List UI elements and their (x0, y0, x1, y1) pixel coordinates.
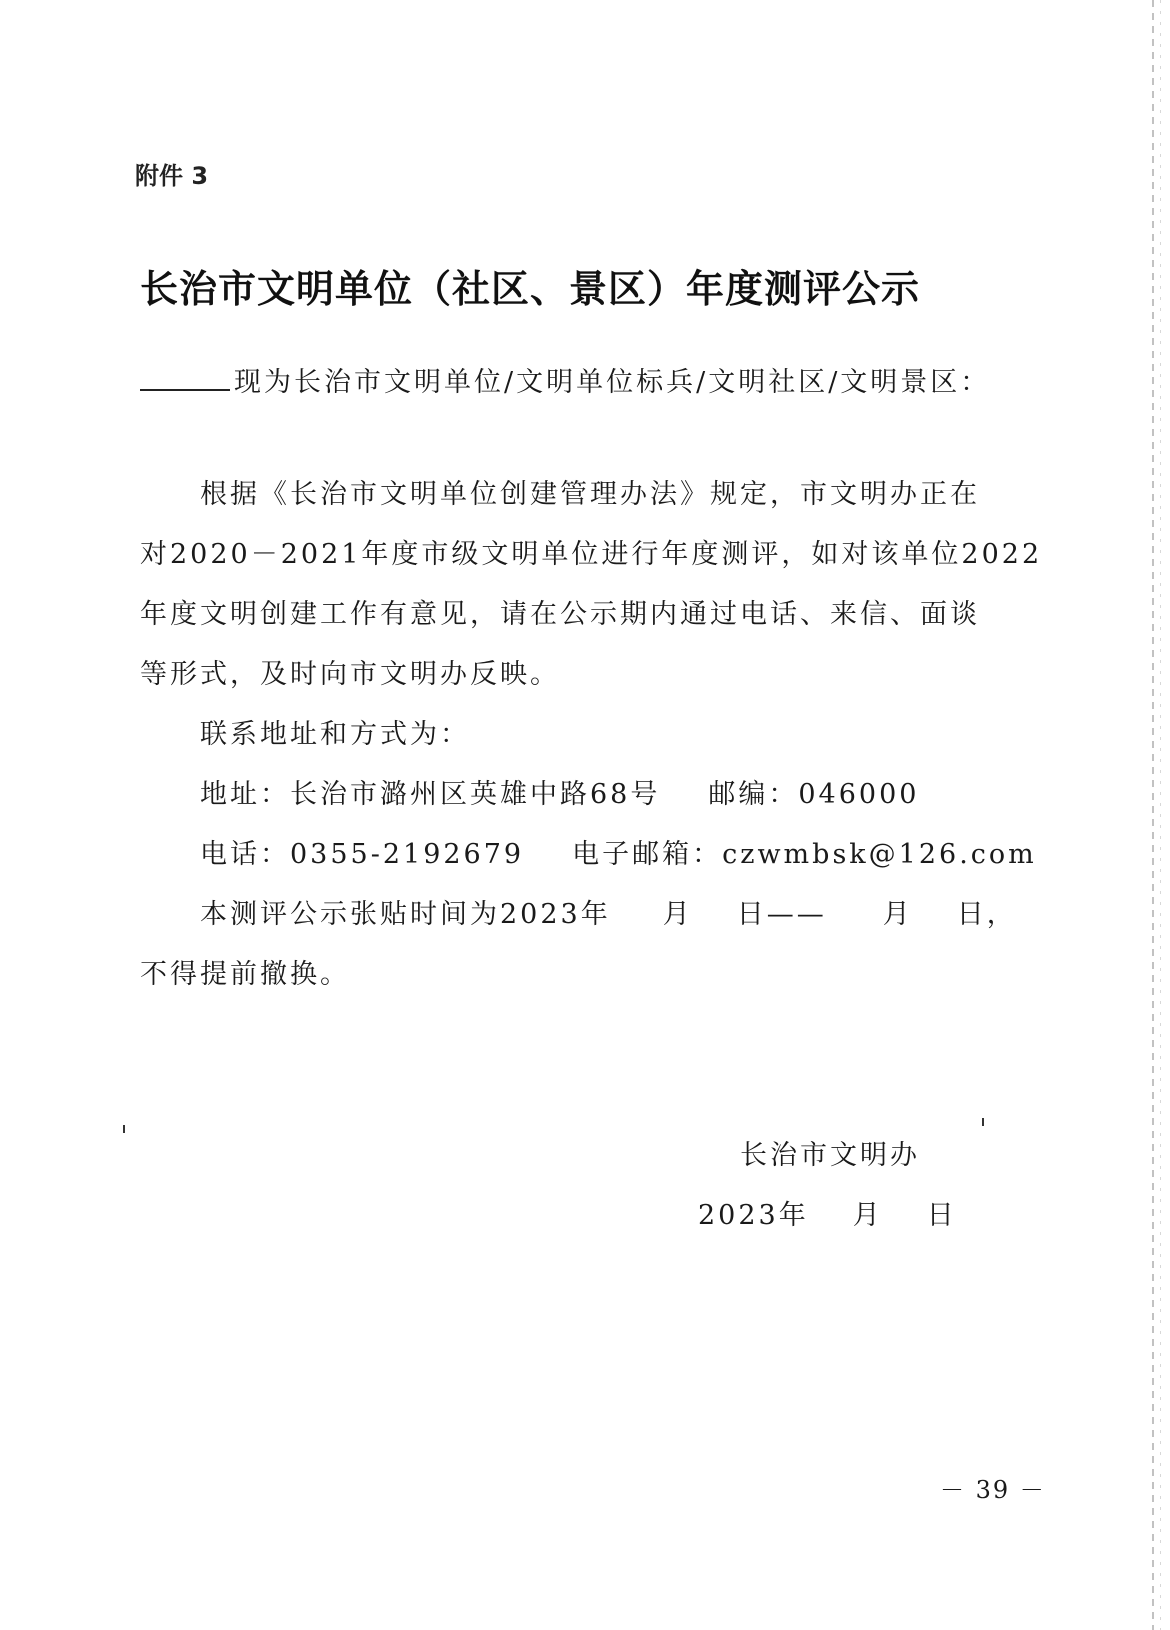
body-line: 等形式，及时向市文明办反映。 (140, 659, 560, 690)
signature-year: 2023年 (698, 1200, 809, 1231)
body-line: 对2020－2021年度市级文明单位进行年度测评，如对该单位2022 (140, 539, 1043, 570)
intro-text: 现为长治市文明单位/文明单位标兵/文明社区/文明景区： (234, 367, 991, 398)
contact-heading: 联系地址和方式为： (200, 719, 470, 750)
unit-name-blank (140, 365, 230, 391)
email-value: czwmbsk@126.com (722, 839, 1037, 870)
posting-note: 不得提前撤换。 (140, 959, 350, 990)
scan-speck (982, 1118, 984, 1126)
posting-prefix: 本测评公示张贴时间为2023年 (200, 899, 611, 930)
scan-edge-line (1152, 0, 1154, 1630)
postcode-value: 046000 (798, 779, 920, 810)
body-line: 年度文明创建工作有意见，请在公示期内通过电话、来信、面谈 (140, 599, 980, 630)
document-title: 长治市文明单位（社区、景区）年度测评公示 (140, 266, 921, 311)
phone-line (200, 832, 1037, 871)
signature-org: 长治市文明办 (740, 1140, 920, 1171)
posting-month-end: 月 (882, 899, 913, 930)
email-label: 电子邮箱： (572, 839, 723, 870)
phone-value: 0355-2192679 (290, 839, 525, 870)
scan-speck (123, 1125, 125, 1133)
signature-day: 日 (926, 1200, 957, 1231)
scan-edge-line (1160, 0, 1161, 1630)
address-line (200, 772, 919, 811)
posting-day-start: 日—— (736, 899, 827, 930)
attachment-label: 附件 3 (135, 162, 209, 190)
page-number: － 39 － (940, 1476, 1046, 1504)
signature-month: 月 (852, 1200, 883, 1231)
phone-label: 电话： (200, 839, 290, 870)
address-value: 长治市潞州区英雄中路68号 (290, 779, 661, 810)
address-label: 地址： (200, 779, 290, 810)
postcode-label: 邮编： (708, 779, 799, 810)
posting-period-line (200, 892, 1017, 931)
posting-month-start: 月 (662, 899, 693, 930)
body-line: 根据《长治市文明单位创建管理办法》规定，市文明办正在 (200, 479, 980, 510)
signature-date (698, 1193, 957, 1232)
posting-day-end: 日， (956, 899, 1017, 930)
intro-line (140, 360, 990, 399)
